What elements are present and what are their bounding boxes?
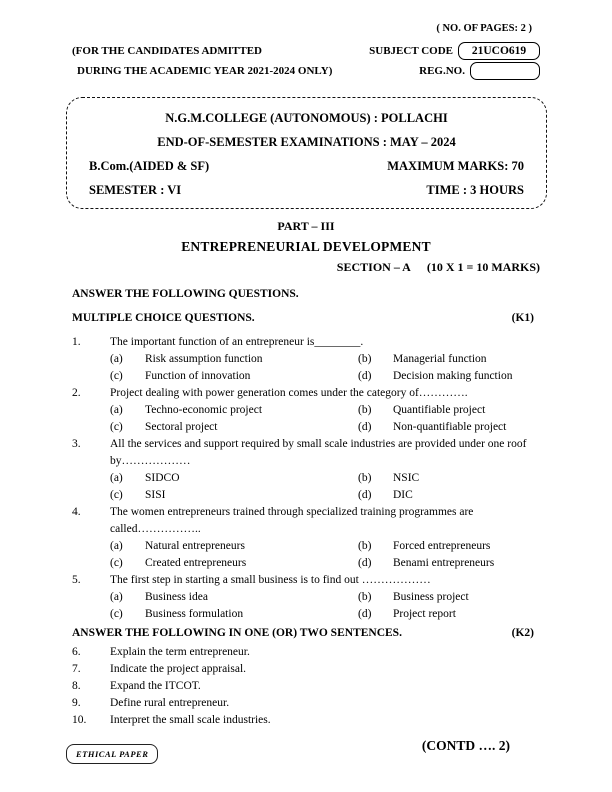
- option-text: Created entrepreneurs: [145, 557, 247, 569]
- semester-time-row: [89, 178, 524, 202]
- mcq-option: [110, 470, 358, 487]
- question-text: Indicate the project appraisal.: [110, 663, 247, 675]
- option-text: SIDCO: [145, 472, 180, 484]
- option-text: Managerial function: [393, 353, 487, 365]
- header-row-2: [72, 61, 540, 81]
- option-text: Decision making function: [393, 370, 513, 382]
- k1-badge: (K1): [511, 312, 534, 324]
- course-name: B.Com.(AIDED & SF): [89, 159, 210, 173]
- option-label: (b): [358, 404, 372, 416]
- option-text: Risk assumption function: [145, 353, 263, 365]
- mcq-option: [358, 538, 540, 555]
- option-text: Non-quantifiable project: [393, 421, 507, 433]
- option-label: (d): [358, 489, 372, 501]
- question-number: 10.: [72, 714, 87, 726]
- option-text: DIC: [393, 489, 413, 501]
- mcq-option: [110, 419, 358, 436]
- option-text: Project report: [393, 608, 456, 620]
- question-body: [110, 504, 540, 572]
- option-text: Natural entrepreneurs: [145, 540, 245, 552]
- option-text: Function of innovation: [145, 370, 251, 382]
- mcq-option: [110, 351, 358, 368]
- option-label: (a): [110, 540, 123, 552]
- short-answer-instruction: ANSWER THE FOLLOWING IN ONE (OR) TWO SENTENCES.: [72, 627, 402, 639]
- option-text: SISI: [145, 489, 166, 501]
- mcq-question: [72, 572, 540, 623]
- option-label: (c): [110, 557, 123, 569]
- subject-code-label: SUBJECT CODE: [369, 44, 453, 57]
- question-text: Define rural entrepreneur.: [110, 697, 230, 709]
- question-number: 6.: [72, 646, 81, 658]
- option-label: (a): [110, 353, 123, 365]
- short-question: [72, 695, 540, 712]
- subject-title: ENTREPRENEURIAL DEVELOPMENT: [181, 239, 431, 254]
- option-label: (c): [110, 370, 123, 382]
- question-number: 7.: [72, 663, 81, 675]
- short-answer-heading-row: [72, 625, 540, 642]
- mcq-heading-row: [72, 310, 540, 327]
- option-grid: [110, 351, 540, 385]
- option-text: Business formulation: [145, 608, 244, 620]
- option-grid: [110, 538, 540, 572]
- question-body: [110, 436, 540, 504]
- exam-time: TIME : 3 HOURS: [426, 183, 524, 197]
- header-row-1: [72, 41, 540, 61]
- ethical-paper-stamp: [66, 744, 158, 764]
- mcq-option: [358, 555, 540, 572]
- mcq-question-list: [72, 334, 540, 623]
- candidates-admitted-line2: DURING THE ACADEMIC YEAR 2021-2024 ONLY): [77, 64, 333, 77]
- subject-code-box: 21UCO619: [458, 42, 540, 60]
- mcq-option: [358, 419, 540, 436]
- option-label: (b): [358, 472, 372, 484]
- short-question: [72, 644, 540, 661]
- question-text: Expand the ITCOT.: [110, 680, 201, 692]
- option-label: (c): [110, 608, 123, 620]
- option-label: (a): [110, 404, 123, 416]
- semester: SEMESTER : VI: [89, 183, 182, 197]
- question-number: 2.: [72, 387, 81, 399]
- mcq-question: [72, 504, 540, 572]
- section-a-heading: [72, 259, 540, 275]
- mcq-option: [358, 402, 540, 419]
- mcq-option: [110, 368, 358, 385]
- mcq-option: [110, 555, 358, 572]
- mcq-option: [358, 606, 540, 623]
- option-label: (d): [358, 608, 372, 620]
- mcq-option: [110, 606, 358, 623]
- option-text: Sectoral project: [145, 421, 218, 433]
- mcq-question: [72, 436, 540, 504]
- mcq-option: [110, 402, 358, 419]
- option-grid: [110, 470, 540, 504]
- ethical-paper-label: ETHICAL PAPER: [76, 749, 149, 759]
- exam-info-box: [66, 97, 547, 209]
- option-grid: [110, 589, 540, 623]
- option-text: Business project: [393, 591, 469, 603]
- option-text: Benami entrepreneurs: [393, 557, 495, 569]
- mcq-option: [358, 470, 540, 487]
- option-text: Quantifiable project: [393, 404, 486, 416]
- mcq-option: [358, 589, 540, 606]
- part-title: PART – III: [277, 219, 335, 233]
- option-text: Techno-economic project: [145, 404, 263, 416]
- mcq-option: [110, 487, 358, 504]
- question-text: Interpret the small scale industries.: [110, 714, 271, 726]
- question-text: Project dealing with power generation comes under the category of………….: [110, 387, 468, 399]
- section-a-label: SECTION – A: [336, 260, 411, 274]
- question-text: The women entrepreneurs trained through specialized training programmes are called……………..: [110, 506, 474, 535]
- section-a-marks: (10 X 1 = 10 MARKS): [426, 260, 540, 274]
- mcq-question: [72, 385, 540, 436]
- option-label: (c): [110, 421, 123, 433]
- reg-no-group: [419, 62, 540, 80]
- option-grid: [110, 402, 540, 436]
- short-question: [72, 678, 540, 695]
- question-number: 9.: [72, 697, 81, 709]
- question-body: [110, 385, 540, 436]
- mcq-option: [110, 589, 358, 606]
- option-label: (b): [358, 353, 372, 365]
- option-text: NSIC: [393, 472, 420, 484]
- subject-code-group: [369, 42, 540, 60]
- exam-title: END-OF-SEMESTER EXAMINATIONS : MAY – 2024: [157, 135, 456, 149]
- mcq-option: [358, 351, 540, 368]
- question-text: All the services and support required by small scale industries are provided under one roof by………………: [110, 438, 527, 467]
- mcq-option: [110, 538, 358, 555]
- maximum-marks: MAXIMUM MARKS: 70: [387, 159, 524, 173]
- question-number: 5.: [72, 574, 81, 586]
- short-question-list: [72, 644, 540, 729]
- option-label: (b): [358, 591, 372, 603]
- question-body: [110, 572, 540, 623]
- no-of-pages-note: ( NO. OF PAGES: 2 ): [436, 23, 532, 34]
- option-text: Forced entrepreneurs: [393, 540, 491, 552]
- option-label: (c): [110, 489, 123, 501]
- candidates-admitted-line1: (FOR THE CANDIDATES ADMITTED: [72, 44, 262, 57]
- reg-no-box: [470, 62, 540, 80]
- answer-instruction: ANSWER THE FOLLOWING QUESTIONS.: [72, 288, 299, 300]
- mcq-option: [358, 368, 540, 385]
- question-number: 1.: [72, 336, 81, 348]
- continued-note: (CONTD …. 2): [421, 738, 510, 753]
- option-label: (d): [358, 557, 372, 569]
- course-marks-row: [89, 154, 524, 178]
- option-label: (d): [358, 370, 372, 382]
- question-number: 8.: [72, 680, 81, 692]
- college-name: N.G.M.COLLEGE (AUTONOMOUS) : POLLACHI: [165, 111, 448, 125]
- short-question: [72, 712, 540, 729]
- question-number: 4.: [72, 506, 81, 518]
- short-question: [72, 661, 540, 678]
- question-text: The first step in starting a small business is to find out ………………: [110, 574, 431, 586]
- question-text: Explain the term entrepreneur.: [110, 646, 250, 658]
- mcq-option: [358, 487, 540, 504]
- mcq-heading: MULTIPLE CHOICE QUESTIONS.: [72, 312, 255, 324]
- question-body: [110, 334, 540, 385]
- mcq-question: [72, 334, 540, 385]
- option-label: (a): [110, 472, 123, 484]
- option-label: (b): [358, 540, 372, 552]
- question-text: The important function of an entrepreneur is________.: [110, 336, 364, 348]
- k2-badge: (K2): [511, 627, 534, 639]
- option-label: (a): [110, 591, 123, 603]
- option-text: Business idea: [145, 591, 208, 603]
- question-number: 3.: [72, 438, 81, 450]
- option-label: (d): [358, 421, 372, 433]
- reg-no-label: REG.NO.: [419, 64, 465, 77]
